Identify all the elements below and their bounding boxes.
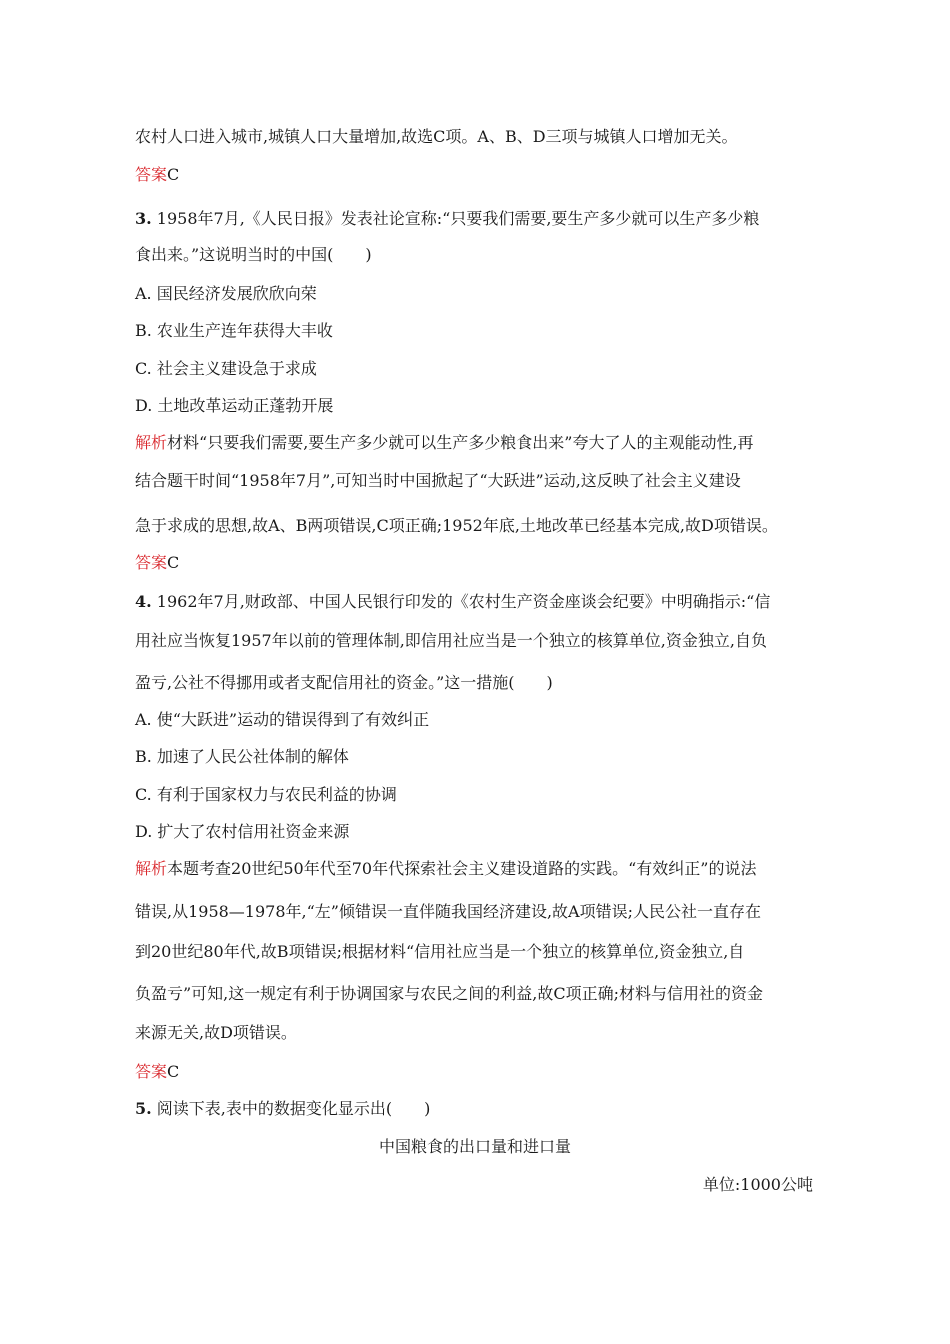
q3-option-b: B. 农业生产连年获得大丰收 — [135, 321, 333, 340]
q4-stem-line-3: 盈亏,公社不得挪用或者支配信用社的资金。”这一措施( ) — [135, 673, 553, 692]
analysis-text: 材料“只要我们需要,要生产多少就可以生产多少粮食出来”夸大了人的主观能动性,再 — [167, 433, 754, 452]
q3-option-d: D. 土地改革运动正蓬勃开展 — [135, 396, 334, 415]
q3-analysis-line — [135, 432, 825, 454]
q4-analysis-line-4: 负盈亏”可知,这一规定有利于协调国家与农民之间的利益,故C项正确;材料与信用社的资金 — [135, 984, 763, 1003]
q4-option-c: C. 有利于国家权力与农民利益的协调 — [135, 785, 397, 804]
answer-label: 答案 — [135, 553, 168, 572]
q3-option-a: A. 国民经济发展欣欣向荣 — [135, 284, 317, 303]
q2-answer — [135, 164, 825, 186]
analysis-label: 解析 — [135, 433, 168, 452]
question-number: 3. — [135, 209, 152, 228]
q3-stem-line — [135, 208, 825, 230]
q3-answer — [135, 552, 825, 574]
q3-analysis-line-2: 结合题干时间“1958年7月”,可知当时中国掀起了“大跃进”运动,这反映了社会主义建设 — [135, 471, 741, 490]
q3-analysis-line-3: 急于求成的思想,故A、B两项错误,C项正确;1952年底,土地改革已经基本完成,故D项错误。 — [135, 516, 778, 535]
question-stem: 1958年7月,《人民日报》发表社论宣称:“只要我们需要,要生产多少就可以生产多少粮 — [151, 209, 760, 228]
q3-option-c: C. 社会主义建设急于求成 — [135, 359, 317, 378]
answer-value: C — [167, 165, 180, 184]
q4-option-a: A. 使“大跃进”运动的错误得到了有效纠正 — [135, 710, 430, 729]
question-number: 5. — [135, 1099, 152, 1118]
q4-analysis-line-2: 错误,从1958—1978年,“左”倾错误一直伴随我国经济建设,故A项错误;人民公社一直存在 — [135, 902, 762, 921]
table-title: 中国粮食的出口量和进口量 — [378, 1137, 571, 1156]
answer-value: C — [167, 553, 180, 572]
q4-analysis-line — [135, 858, 825, 880]
question-stem: 1962年7月,财政部、中国人民银行印发的《农村生产资金座谈会纪要》中明确指示:“信 — [151, 592, 771, 611]
answer-value: C — [167, 1062, 180, 1081]
answer-label: 答案 — [135, 1062, 168, 1081]
q4-option-b: B. 加速了人民公社体制的解体 — [135, 747, 349, 766]
q4-option-d: D. 扩大了农村信用社资金来源 — [135, 822, 350, 841]
q4-answer — [135, 1061, 825, 1083]
question-stem: 阅读下表,表中的数据变化显示出( ) — [151, 1099, 431, 1118]
q4-analysis-line-3: 到20世纪80年代,故B项错误;根据材料“信用社应当是一个独立的核算单位,资金独立,自 — [135, 942, 745, 961]
table-unit: 单位:1000公吨 — [702, 1175, 813, 1194]
q4-stem-line — [135, 591, 825, 613]
analysis-text: 本题考查20世纪50年代至70年代探索社会主义建设道路的实践。“有效纠正”的说法 — [167, 859, 757, 878]
answer-label: 答案 — [135, 165, 168, 184]
q3-stem-line-2: 食出来。”这说明当时的中国( ) — [135, 245, 372, 264]
question-number: 4. — [135, 592, 152, 611]
analysis-label: 解析 — [135, 859, 168, 878]
q4-stem-line-2: 用社应当恢复1957年以前的管理体制,即信用社应当是一个独立的核算单位,资金独立,自负 — [135, 631, 767, 650]
q5-stem-line — [135, 1098, 825, 1120]
q4-analysis-line-5: 来源无关,故D项错误。 — [135, 1023, 297, 1042]
intro-line: 农村人口进入城市,城镇人口大量增加,故选C项。A、B、D三项与城镇人口增加无关。 — [135, 127, 738, 146]
